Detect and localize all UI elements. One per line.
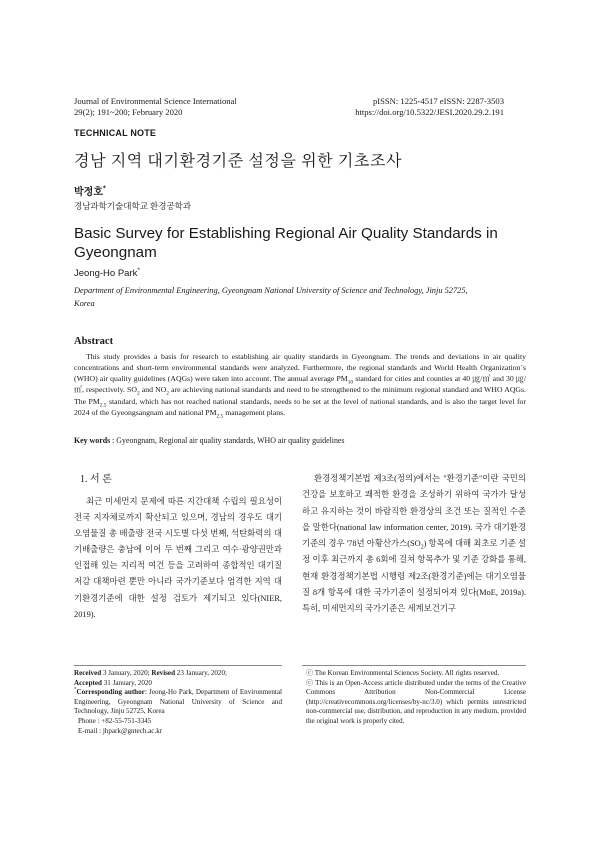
received-date: 3 January, 2020; (101, 669, 152, 677)
english-title (74, 224, 498, 262)
abstract-text-2: standard for cities and counties at 40 ㎍/㎥ and 30 ㎍/㎥, respectively. SO (74, 374, 526, 395)
issn: pISSN: 1225-4517 eISSN: 2287-3503 (372, 96, 504, 106)
english-author-mark: * (137, 266, 140, 274)
revised-label: Revised (151, 669, 176, 677)
intro-right-sub: 2 (420, 544, 424, 551)
english-title-line1: Basic Survey for Establishing Regional Air Quality Standards in (74, 225, 498, 242)
abstract-sub-25b: 2.5 (216, 413, 224, 420)
abstract-sub-2b: 2 (166, 391, 169, 398)
accepted-label: Accepted (74, 678, 102, 687)
abstract-sub-10: 10 (347, 379, 354, 386)
korean-affiliation: 경남과학기술대학교 환경공학과 (74, 201, 192, 211)
received-label: Received (74, 669, 102, 677)
author-phone: Phone : +82-55-751-3345 (78, 716, 152, 725)
korean-title: 경남 지역 대기환경기준 설정을 위한 기초조사 (74, 153, 403, 170)
abstract-sub-25a: 2.5 (99, 402, 107, 409)
abstract-body (74, 351, 526, 418)
footer-divider-right (302, 665, 526, 666)
english-title-line2: Gyeongnam (74, 244, 157, 261)
abstract-text-1: This study provides a basis for research to establishing air quality standards in Gyeongnam. The trends and deviations in air quality concentrations and short-term environmental standards were analyzed. Furthermore, the regional standards and World Health Organization`s (WHO) air quality guidelines (AQGs) were taken into account. The annual average PM (74, 352, 526, 384)
english-affiliation (74, 285, 534, 310)
keywords-text: : Gyeongnam, Regional air quality standards, WHO air quality guidelines (110, 436, 345, 445)
journal-issue: 29(2); 191~200; February 2020 (74, 107, 183, 117)
corresponding-author (74, 688, 282, 717)
english-author-name: Jeong-Ho Park (74, 268, 138, 279)
footer-left (74, 669, 282, 736)
intro-right-text-2: ) 항목에 대해 최초로 기준 설정 이후 최근까지 총 6회에 걸쳐 항목추가 및 기준 강화를 통해, 현재 환경정책기본법 시행령 제2조(환경기준)에는 대기오염물질 8개 항목에 대한 국가기준이 설정되어져 있다(MoE, 2019a). 특히, 미세먼지의 국가기준은 세계보건기구 (302, 539, 527, 614)
doi-link[interactable]: https://doi.org/10.5322/JESI.2020.29.2.191 (355, 107, 504, 117)
footer-divider-left (74, 665, 282, 666)
abstract-text-5: standard, which has not reached national standards, needs to be set at the level of national standards, and is also the target level for 2024 of the Gyeongsangnam and national PM (74, 396, 526, 417)
journal-info (74, 96, 237, 118)
journal-name: Journal of Environmental Science International (74, 96, 237, 106)
english-affiliation-line1: Department of Environmental Engineering, Gyeongnam National University of Science and Technology, Jinju 52725, (74, 286, 468, 295)
abstract-sub-2a: 2 (136, 391, 140, 398)
english-affiliation-line2: Korea (74, 298, 95, 308)
keywords (74, 436, 345, 445)
abstract-text-4: are achieving national standards and need to be strengthened to the minimum regional standard and WHO AQGs. The PM (74, 385, 526, 406)
footer-right (306, 669, 526, 727)
korean-author-name: 박정호 (74, 187, 103, 198)
intro-paragraph-right (302, 471, 526, 618)
keywords-label: Key words (74, 436, 111, 445)
author-email[interactable]: E-mail : jhpark@gntech.ac.kr (78, 726, 163, 735)
abstract-text-6: management plans. (223, 407, 286, 417)
license-notice: ⓒ This is an Open-Access article distributed under the terms of the Creative Commons Attribution Non-Commercial License (http://creativecommons.org/licenses/by-nc/3.0) which permits unrestricted non-commercial use, distribution, and reproduction in any medium, provided the original work is properly cited. (306, 678, 526, 725)
intro-paragraph-left: 최근 미세먼지 문제에 따른 지간대책 수립의 필요성이 전국 지자체로까지 확산되고 있으며, 경남의 경우도 대기오염물질 총 배출량 전국 시도별 다섯 번째, 석탄화력의 대기배출량은 충남에 이어 두 번째 그리고 여수·광양권만과 인접해 있는 지리적 여건 등을 고려하여 종합적인 대기질 저감 대책마련 뿐만 아니라 국가기준보다 엄격한 지역 대기환경기준에 대한 설정 검토가 제기되고 있다(NIER, 2019). (74, 497, 282, 619)
article-type: TECHNICAL NOTE (74, 128, 157, 138)
korean-author-mark: * (102, 185, 106, 193)
section-heading: 1. 서 론 (80, 474, 112, 485)
corr-mark: * (74, 687, 77, 693)
abstract-heading: Abstract (74, 336, 114, 347)
received-dates (74, 669, 282, 679)
accepted-date-line (74, 679, 282, 689)
issn-doi (355, 96, 504, 118)
corr-label: Corresponding author (76, 688, 145, 697)
copyright-notice: ⓒ The Korean Environmental Sciences Society. All rights reserved. (306, 669, 500, 677)
accepted-date: 31 January, 2020 (101, 678, 152, 687)
abstract-text-3: and NO (139, 385, 167, 395)
korean-author (74, 183, 106, 198)
english-author (74, 268, 140, 279)
revised-date: 23 January, 2020; (175, 669, 227, 677)
intro-right-text-1: 환경정책기본법 제3조(정의)에서는 "환경기준"이란 국민의 건강을 보호하고 쾌적한 환경을 조성하기 위하여 국가가 달성하고 유지하는 것이 바람직한 환경상의 조건 또는 질적인 수준을 말한다(national law information center, 2019). 국가 대기환경기준의 경우 '78년 아황산가스(SO (302, 474, 526, 549)
corr-text: : Jeong-Ho Park, Department of Environmental Engineering, Gyeongnam National University of Science and Technology, Jinju 52725, Korea (74, 688, 282, 716)
